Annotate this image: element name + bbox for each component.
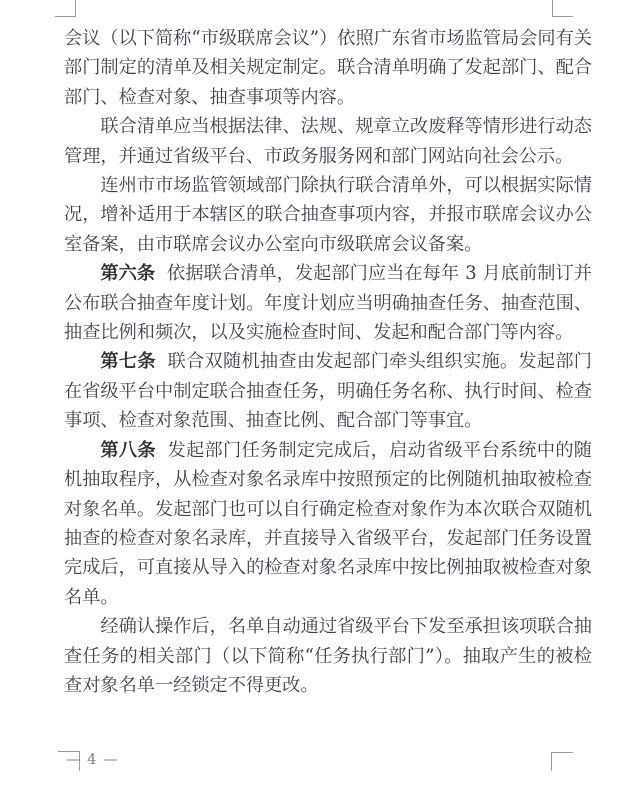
article-number: 第八条 xyxy=(100,439,156,461)
document-body xyxy=(64,24,592,700)
paragraph-text: 联合清单应当根据法律、法规、规章立改废释等情形进行动态管理，并通过省级平台、市政务服务网和部门网站向社会公示。 xyxy=(64,116,592,167)
page-number: — 4 — xyxy=(66,752,119,768)
paragraph xyxy=(64,347,592,435)
article-number: 第六条 xyxy=(100,263,156,285)
paragraph-text: 连州市市场监管领域部门除执行联合清单外，可以根据实际情况，增补适用于本辖区的联合抽查事项内容，并报市联席会议办公室备案，由市联席会议办公室向市级联席会议备案。 xyxy=(64,175,592,255)
article-number: 第七条 xyxy=(100,351,156,373)
paragraph-text: 发起部门任务制定完成后，启动省级平台系统中的随机抽取程序，从检查对象名录库中按照预定的比例随机抽取被检查对象名单。发起部门也可以自行确定检查对象作为本次联合双随机抽查的检查对象名录库，并直接导入省级平台，发起部门任务设置完成后，可直接从导入的检查对象名录库中按比例抽取被检查对象名单。 xyxy=(64,439,592,608)
paragraph-text: 联合双随机抽查由发起部门牵头组织实施。发起部门在省级平台中制定联合抽查任务，明确任务名称、执行时间、检查事项、检查对象范围、抽查比例、配合部门等事宜。 xyxy=(64,351,592,432)
paragraph xyxy=(64,112,592,171)
crop-mark-bottom-right xyxy=(551,752,573,771)
crop-mark-top-left xyxy=(55,0,76,17)
paragraph xyxy=(64,436,592,612)
paragraph-text: 会议（以下简称“市级联席会议”）依照广东省市场监管局会同有关部门制定的清单及相关规定制定。联合清单明确了发起部门、配合部门、检查对象、抽查事项等内容。 xyxy=(64,28,592,108)
paragraph xyxy=(64,612,592,700)
paragraph xyxy=(64,171,592,259)
paragraph-text: 经确认操作后，名单自动通过省级平台下发至承担该项联合抽查任务的相关部门（以下简称“任务执行部门”）。抽取产生的被检查对象名单一经锁定不得更改。 xyxy=(64,616,592,696)
paragraph-text: 依据联合清单，发起部门应当在每年 3 月底前制订并公布联合抽查年度计划。年度计划应当明确抽查任务、抽查范围、抽查比例和频次，以及实施检查时间、发起和配合部门等内容。 xyxy=(64,263,592,344)
crop-mark-top-right xyxy=(552,0,573,17)
paragraph xyxy=(64,259,592,347)
paragraph xyxy=(64,24,592,112)
